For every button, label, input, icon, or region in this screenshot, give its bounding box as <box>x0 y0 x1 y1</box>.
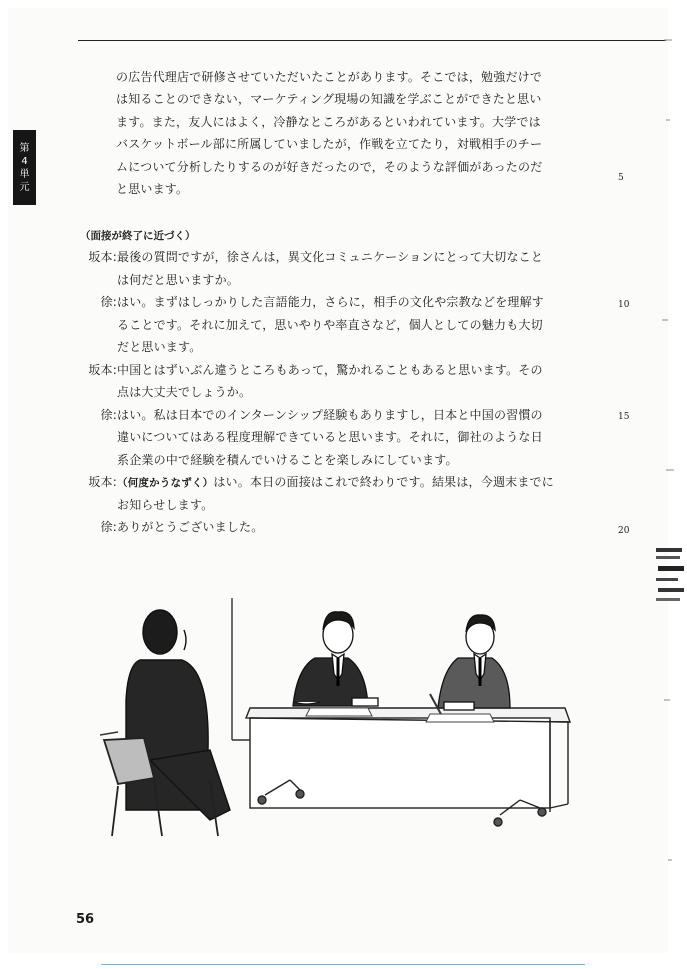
dialogue-line: は何だと思いますか。 <box>117 272 240 287</box>
dialogue-line: 違いについてはある程度理解できていると思います。それに，御社のような日 <box>117 430 543 444</box>
line-number: 20 <box>618 526 630 536</box>
interview-illustration <box>100 590 580 840</box>
dialogue-line: 中国とはずいぶん違うところもあって，驚かれることもあると思います。その <box>117 362 543 377</box>
paragraph-line: と思います。 <box>116 181 189 196</box>
line-number: 15 <box>618 412 630 422</box>
stage-direction: （面接が終了に近づく） <box>80 230 196 242</box>
unit-tab <box>13 130 36 205</box>
speaker-label: 徐: <box>100 295 117 309</box>
dialogue-line: ることです。それに加えて，思いやりや率直さなど，個人としての魅力も大切 <box>117 317 543 332</box>
dialogue-turn <box>78 516 623 539</box>
speaker-label: 坂本: <box>88 250 117 264</box>
scan-bar-block <box>656 548 684 601</box>
footer-rule <box>101 964 585 965</box>
paragraph-line: ムについて分析したりするのが好きだったので，そのような評価があったのだ <box>116 159 543 174</box>
dialogue-line: お知らせします。 <box>117 497 214 512</box>
speaker-label: 徐: <box>100 520 117 534</box>
dialogue-line: はい。私は日本でのインターンシップ経験もありますし，日本と中国の習慣の <box>117 407 543 422</box>
line-number: 10 <box>618 300 630 310</box>
dialogue-turn <box>78 359 623 404</box>
table <box>246 708 570 826</box>
scan-edge-marks <box>648 0 687 969</box>
dialogue-turn <box>78 291 623 359</box>
speaker-label: 徐: <box>100 407 117 422</box>
candidate <box>126 610 230 820</box>
dialogue-line: 最後の質問ですが，徐さんは，異文化コミュニケーションにとって大切なこと <box>117 250 544 264</box>
interviewer-left <box>293 612 378 706</box>
header-rule <box>78 40 666 41</box>
paragraph-line: バスケットボール部に所属していましたが，作戦を立てたり，対戦相手のチー <box>116 137 543 152</box>
dialogue-turn <box>78 404 623 472</box>
dialogue-text: はい。本日の面接はこれで終わりです。結果は，今週末までに <box>213 475 554 489</box>
dialogue-line: 点は大丈夫でしょうか。 <box>117 385 252 399</box>
dialogue-line <box>117 471 623 494</box>
dialogue-turn <box>78 246 623 291</box>
dialogue <box>78 246 623 539</box>
speaker-label: 坂本: <box>88 475 117 489</box>
unit-tab-char: 第 <box>19 142 30 154</box>
unit-tab-char: 4 <box>21 155 28 167</box>
inline-stage-direction: （何度かうなずく） <box>117 477 214 489</box>
dialogue-line: はい。まずはしっかりした言語能力，さらに，相手の文化や宗教などを理解す <box>117 295 545 309</box>
interviewer-right <box>430 615 510 716</box>
page-number: 56 <box>76 912 95 927</box>
dialogue-line: 系企業の中で経験を積んでいけることを楽しみにしています。 <box>117 452 458 467</box>
dialogue-line: だと思います。 <box>117 340 202 354</box>
answer-paragraph <box>116 66 616 200</box>
speaker-label: 坂本: <box>88 362 117 377</box>
dialogue-turn <box>78 471 623 516</box>
paragraph-line: ます。また，友人にはよく，冷静なところがあるといわれています。大学では <box>116 114 541 129</box>
paragraph-line: の広告代理店で研修させていただいたことがあります。そこでは，勉強だけで <box>116 70 543 84</box>
dialogue-line: ありがとうございました。 <box>117 520 264 534</box>
unit-tab-char: 元 <box>19 181 30 193</box>
unit-tab-char: 単 <box>19 168 30 180</box>
line-number: 5 <box>618 173 624 183</box>
paragraph-line: は知ることのできない，マーケティング現場の知識を学ぶことができたと思い <box>116 92 542 107</box>
